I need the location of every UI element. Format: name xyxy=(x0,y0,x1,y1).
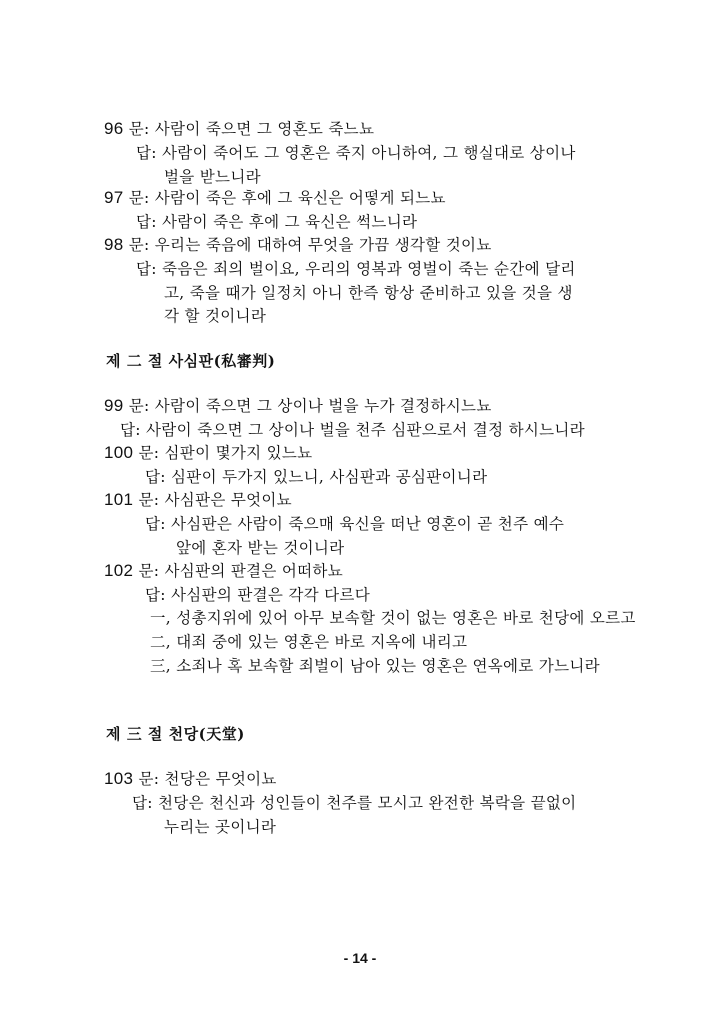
question-number: 101 xyxy=(104,490,134,509)
answer-100 xyxy=(145,467,487,487)
list-item: 二, 대죄 중에 있는 영혼은 바로 지옥에 내리고 xyxy=(150,633,468,651)
question-100 xyxy=(104,443,312,463)
list-item: 三, 소죄나 혹 보속할 죄벌이 남아 있는 영혼은 연옥에로 가느니라 xyxy=(150,657,600,675)
answer-98 xyxy=(136,259,576,279)
question-103 xyxy=(104,769,277,789)
answer-103-cont xyxy=(164,817,276,837)
question-102 xyxy=(104,561,343,581)
section-heading-private-judgment: 제 二 절 사심판(私審判) xyxy=(106,352,276,370)
answer-text: 답: 죽음은 죄의 벌이요, 우리의 영복과 영벌이 죽는 순간에 달리 xyxy=(136,260,576,278)
answer-text: 답: 사심판의 판결은 각각 다르다 xyxy=(145,586,370,604)
question-text: 문: 사심판은 무엇이뇨 xyxy=(138,491,292,509)
answer-101-cont xyxy=(176,538,344,558)
answer-96 xyxy=(136,143,614,163)
answer-98-cont2 xyxy=(164,306,266,326)
section-heading-heaven: 제 三 절 천당(天堂) xyxy=(106,725,245,743)
answer-text: 앞에 혼자 받는 것이니라 xyxy=(176,539,345,557)
question-number: 96 xyxy=(104,119,124,138)
answer-101 xyxy=(145,514,564,534)
question-text: 문: 천당은 무엇이뇨 xyxy=(138,770,277,788)
question-97 xyxy=(104,188,446,208)
question-number: 100 xyxy=(104,443,134,462)
answer-97 xyxy=(136,212,417,232)
question-text: 문: 심판이 몇가지 있느뇨 xyxy=(138,444,313,462)
answer-text: 답: 사람이 죽은 후에 그 육신은 썩느니라 xyxy=(136,213,418,231)
answer-text: 고, 죽을 때가 일정치 아니 한즉 항상 준비하고 있을 것을 생 xyxy=(164,284,573,302)
answer-103 xyxy=(132,793,576,813)
answer-text: 답: 사람이 죽으면 그 상이나 벌을 천주 심판으로서 결정 하시느니라 xyxy=(120,421,585,439)
question-98 xyxy=(104,235,492,255)
answer-102-item1 xyxy=(150,608,636,628)
question-number: 102 xyxy=(104,561,134,580)
question-number: 98 xyxy=(104,235,124,254)
question-text: 문: 사람이 죽으면 그 상이나 벌을 누가 결정하시느뇨 xyxy=(128,397,492,415)
answer-text: 각 할 것이니라 xyxy=(164,307,267,325)
answer-text: 답: 사심판은 사람이 죽으매 육신을 떠난 영혼이 곧 천주 예수 xyxy=(145,515,565,533)
answer-text: 벌을 받느니라 xyxy=(164,168,261,186)
question-99 xyxy=(104,396,492,416)
answer-text: 누리는 곳이니라 xyxy=(164,818,277,836)
question-number: 97 xyxy=(104,188,124,207)
page-number: - 14 - xyxy=(343,950,377,966)
question-text: 문: 사람이 죽은 후에 그 육신은 어떻게 되느뇨 xyxy=(128,189,446,207)
answer-text: 답: 사람이 죽어도 그 영혼은 죽지 아니하여, 그 행실대로 상이나 xyxy=(136,144,576,162)
answer-102-item3 xyxy=(150,656,600,676)
answer-98-cont1 xyxy=(164,283,573,303)
answer-96-cont xyxy=(164,167,261,187)
question-number: 103 xyxy=(104,769,134,788)
answer-102-item2 xyxy=(150,632,467,652)
answer-102 xyxy=(145,585,370,605)
question-96 xyxy=(104,119,374,139)
answer-99 xyxy=(120,420,585,440)
question-text: 문: 우리는 죽음에 대하여 무엇을 가끔 생각할 것이뇨 xyxy=(128,236,492,254)
question-101 xyxy=(104,490,292,510)
answer-text: 답: 심판이 두가지 있느니, 사심판과 공심판이니라 xyxy=(145,468,488,486)
question-text: 문: 사심판의 판결은 어떠하뇨 xyxy=(138,562,343,580)
question-text: 문: 사람이 죽으면 그 영혼도 죽느뇨 xyxy=(128,120,375,138)
question-number: 99 xyxy=(104,396,124,415)
list-item: 一, 성총지위에 있어 아무 보속할 것이 없는 영혼은 바로 천당에 오르고 xyxy=(150,609,636,627)
answer-text: 답: 천당은 천신과 성인들이 천주를 모시고 완전한 복락을 끝없이 xyxy=(132,794,577,812)
